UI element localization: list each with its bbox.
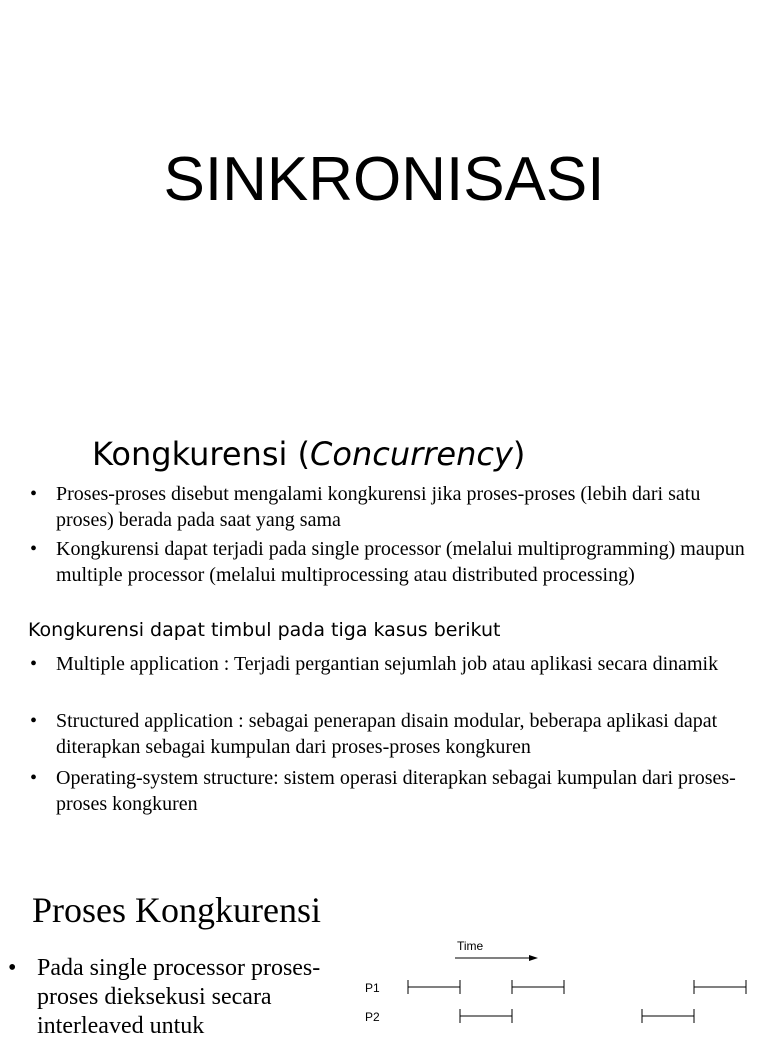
process-label-p1: P1 <box>365 981 380 995</box>
execution-segment <box>512 980 564 994</box>
case-text: Multiple application : Terjadi pergantian sejumlah job atau aplikasi secara dinamik <box>56 653 719 675</box>
heading-suffix: ) <box>512 435 526 473</box>
time-arrow-head <box>529 955 538 961</box>
bullet-glyph: • <box>30 483 38 505</box>
bullet-text: Kongkurensi dapat terjadi pada single processor (melalui multiprogramming) maupun multiple processor (melalui multiprocessing atau distributed processing) <box>56 538 745 586</box>
execution-segment <box>642 1009 694 1023</box>
process-heading: Proses Kongkurensi <box>32 890 321 930</box>
bullet-glyph: • <box>30 538 38 560</box>
heading-italic: Concurrency <box>310 435 513 473</box>
process-bullet-text: Pada single processor proses-proses dieksekusi secara interleaved untuk <box>37 955 321 1039</box>
p2-segments <box>460 1009 694 1023</box>
p1-segments <box>408 980 746 994</box>
execution-segment <box>408 980 460 994</box>
heading-prefix: Kongkurensi ( <box>92 435 311 473</box>
cases-subheading: Kongkurensi dapat timbul pada tiga kasus berikut <box>28 619 501 641</box>
case-text: Operating-system structure: sistem operasi diterapkan sebagai kumpulan dari proses-proses kongkuren <box>56 767 736 815</box>
bullet-glyph: • <box>8 955 17 981</box>
bullet-glyph: • <box>30 710 38 732</box>
slide-title: SINKRONISASI <box>163 145 605 214</box>
execution-segment <box>694 980 746 994</box>
bullet-glyph: • <box>30 653 38 675</box>
bullet-text: Proses-proses disebut mengalami kongkurensi jika proses-proses (lebih dari satu proses) berada pada saat yang sama <box>56 483 701 531</box>
process-label-p2: P2 <box>365 1010 380 1024</box>
time-label: Time <box>457 939 484 953</box>
bullet-glyph: • <box>30 767 38 789</box>
case-text: Structured application : sebagai penerapan disain modular, beberapa aplikasi dapat diterapkan sebagai kumpulan dari proses-proses kongkuren <box>56 710 718 758</box>
execution-segment <box>460 1009 512 1023</box>
